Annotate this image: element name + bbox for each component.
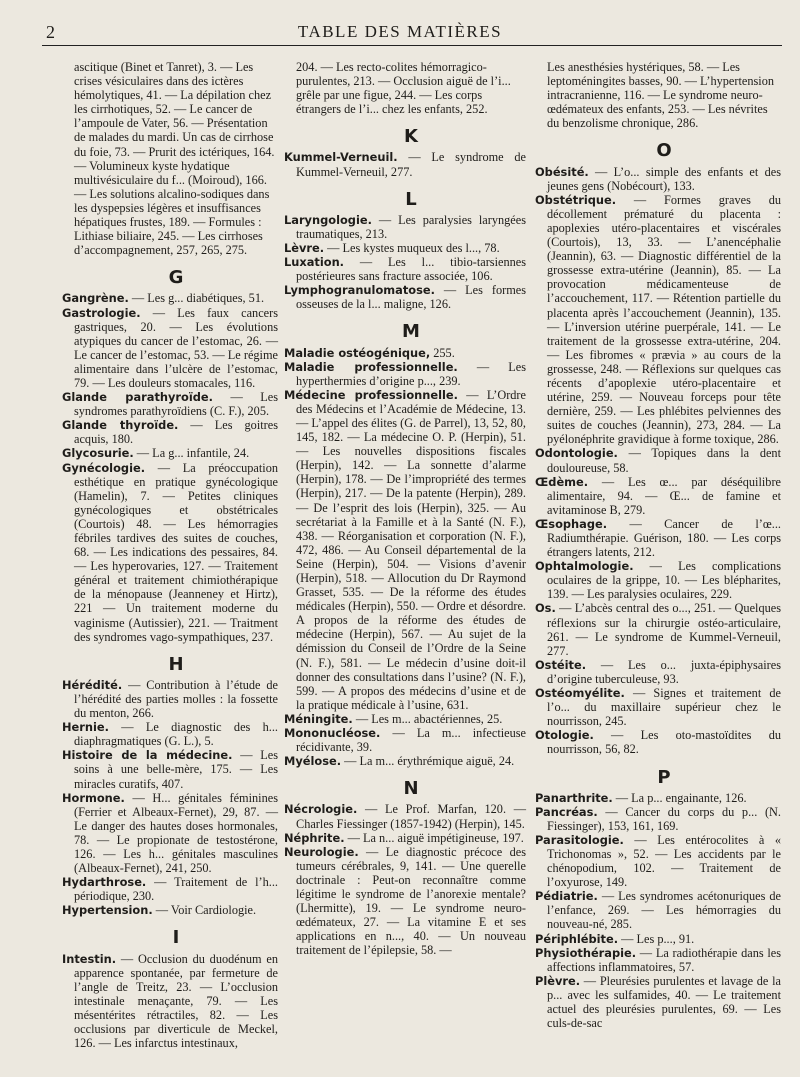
entry-text: — Les o... juxta-épiphysaires d’origine tuberculeuse, 93. xyxy=(547,657,781,686)
index-entry xyxy=(284,388,526,712)
entry-text: — Topiques dans la dent douloureuse, 58. xyxy=(547,446,781,475)
entry-text: — Le syndrome de Kummel-Verneuil, 277. xyxy=(296,150,526,179)
entry-text: — Les m... abactériennes, 25. xyxy=(352,711,503,726)
index-column-2 xyxy=(284,60,526,957)
entry-heading: Néphrite. xyxy=(284,830,345,845)
entry-text: — Les entérocolites à « Trichonomas », 52. — Les accidents par le chénopodium, 102. — Traitement de l’oxyurose, 149. xyxy=(547,832,781,890)
entry-heading: Ophtalmologie. xyxy=(535,559,634,574)
section-letter: I xyxy=(172,927,180,949)
entry-text: — Le Prof. Marfan, 120. — Charles Fiessinger (1857-1942) (Herpin), 145. xyxy=(296,802,526,831)
index-entry xyxy=(535,805,781,833)
index-entry xyxy=(535,517,781,559)
entry-text: ascitique (Binet et Tanret), 3. — Les crises vésiculaires dans des ictères hémolytiques, 41. — La dépilation chez les cirrhotiques, 52. — Le cancer de l’ampoule de Vater, 56. — Présentation de malades du mardi. Un cas de cirrhose du foie, 73. — Prurit des ictériques, 164. — Volumineux kyste hydatique multivésiculaire du f... (Moiroud), 166. — Les solutions alcalino-sodiques dans les dyspepsies légères et insuffisances hépatiques frustes, 189. — Formules : Lithiase biliaire, 245. — Les cirrhoses d’accompagnement, 257, 265, 275. xyxy=(74,60,275,258)
index-entry xyxy=(284,283,526,311)
index-entry xyxy=(62,291,278,305)
entry-text: — Les goitres acquis, 180. xyxy=(74,418,278,447)
entry-heading: Odontologie. xyxy=(535,446,618,461)
index-entry xyxy=(284,346,526,360)
entry-text: Les anesthésies hystériques, 58. — Les leptoméningites basses, 90. — L’hypertension intracranienne, 116. — Le syndrome neuro-œdémateux des enfants, 253. — Les névrites du benzolisme chronique, 286. xyxy=(547,60,775,131)
index-entry xyxy=(62,903,278,917)
entry-text: 255. xyxy=(430,345,455,360)
entry-text: — Contribution à l’étude de l’hérédité des parties molles : la fossette du menton, 266. xyxy=(74,677,278,721)
entry-heading: Parasitologie. xyxy=(535,832,624,847)
entry-text: — La g... infantile, 24. xyxy=(133,446,250,461)
entry-text: — Les complications oculaires de la grippe, 10. — Les blépharites, 139. — Les paralysies oculaires, 229. xyxy=(547,559,781,602)
entry-text: — Les soins à une belle-mère, 175. — Les miracles curatifs, 407. xyxy=(74,748,278,791)
entry-text: — Formes graves du décollement prématuré du placenta : apoplexies utéro-placentaires et viscérales (Courtois), 13, 33. — L’anencéphalie (Jeannin), 63. — Diagnostic différentiel de la grossesse extra-utérine (Jeannin), 85. — La provocation médicamenteuse de l’accouchement, 117. — Rétention partielle du placenta après l’accouchement (Jeannin), 135. — L’inversion utérine puerpérale, 141. — Le traitement de la grossesse extra-utérine, 204. — Les fibromes « prævia » au cours de la grossesse, 248. — Réflexions sur quelques cas récents d’apoplexie utéro-placentaire et utérine, 259. — Nouveau forceps pour tête dernière, 259. — Les phlébites pelviennes des suites de couches (Jeannin), 273, 284. — La pyélonéphrite gravidique à forme toxique, 286. xyxy=(547,192,781,447)
entry-text: 204. — Les recto-colites hémorragico-purulentes, 213. — Occlusion aiguë de l’i... grêle par une figue, 244. — Les corps étrangers de l’i... chez les enfants, 252. xyxy=(296,60,511,117)
entry-heading: Nécrologie. xyxy=(284,802,358,817)
entry-heading: Maladie ostéogénique, xyxy=(284,345,431,360)
entry-text: — Voir Cardiologie. xyxy=(152,903,257,918)
entry-heading: Histoire de la médecine. xyxy=(62,748,233,763)
entry-heading: Glycosurie. xyxy=(62,446,134,461)
index-entry xyxy=(62,720,278,748)
index-entry xyxy=(535,946,781,974)
entry-text: — Le diagnostic des h... diaphragmatiques (G. L.), 5. xyxy=(74,720,278,749)
entry-heading: Myélose. xyxy=(284,754,342,769)
entry-heading: Périphlébite. xyxy=(535,931,619,946)
entry-heading: Plèvre. xyxy=(535,973,581,988)
entry-text: — Les formes osseuses de la l... maligne, 126. xyxy=(296,283,526,312)
index-entry-continuation xyxy=(62,60,278,257)
index-entry xyxy=(535,833,781,889)
index-entry xyxy=(535,165,781,193)
index-entry xyxy=(62,678,278,720)
index-entry xyxy=(535,475,781,517)
index-entry xyxy=(284,255,526,283)
entry-heading: Os. xyxy=(535,601,556,616)
entry-heading: Méningite. xyxy=(284,711,353,726)
entry-heading: Hydarthrose. xyxy=(62,875,147,890)
entry-text: — Les oto-mastoïdites du nourrisson, 56, 82. xyxy=(547,728,781,757)
index-entry xyxy=(535,686,781,728)
entry-text: — Occlusion du duodénum en apparence spontanée, par fermeture de l’angle de Treitz, 23. — L’occlusion intestinale menaçante, 79. — Les mésentérites rétractiles, 82. — Les occlusions par diverticule de Meckel, 126. — Les infarctus intestinaux, xyxy=(74,951,278,1051)
section-letter: N xyxy=(403,778,419,800)
entry-text: — La m... infectieuse récidivante, 39. xyxy=(296,726,526,755)
index-entry xyxy=(62,446,278,460)
index-entry xyxy=(284,213,526,241)
entry-text: — L’abcès central des o..., 251. — Quelques réflexions sur la chirurgie ostéo-articulaire, 261. — Le syndrome de Kummel-Verneuil, 277. xyxy=(547,601,781,658)
entry-text: — Pleurésies purulentes et lavage de la p... avec les sulfamides, 40. — Le traitement actuel des pleurésies purulentes, 69. — Les culs-de-sac xyxy=(547,973,781,1031)
entry-text: — Les l... tibio-tarsiennes postérieures sans fracture associée, 106. xyxy=(296,255,526,284)
entry-heading: Hypertension. xyxy=(62,903,153,918)
entry-heading: Laryngologie. xyxy=(284,212,372,227)
entry-text: — H... génitales féminines (Ferrier et Albeaux-Fernet), 29, 87. — Le danger des hautes doses hormonales, 78. — Le propionate de testostérone, 126. — Les h... génitales masculines (Albeaux-Fernet), 241, 250. xyxy=(74,790,278,876)
index-entry xyxy=(62,418,278,446)
index-entry xyxy=(62,748,278,790)
entry-heading: Gastrologie. xyxy=(62,305,141,320)
index-entry xyxy=(284,845,526,958)
entry-text: — Les syndromes acétonuriques de l’enfance, 269. — Les hémorragies du nouveau-né, 285. xyxy=(547,889,781,932)
entry-heading: Hérédité. xyxy=(62,677,123,692)
entry-heading: Pédiatrie. xyxy=(535,889,598,904)
entry-heading: Hernie. xyxy=(62,720,109,735)
entry-text: — L’o... simple des enfants et des jeunes gens (Nobécourt), 133. xyxy=(547,164,781,193)
index-entry xyxy=(284,150,526,178)
running-head: TABLE DES MATIÈRES xyxy=(297,22,503,41)
index-entry xyxy=(535,446,781,474)
entry-heading: Lymphogranulomatose. xyxy=(284,283,435,298)
entry-text: — Signes et traitement de l’o... du maxillaire supérieur chez le nourrisson, 245. xyxy=(547,686,781,729)
index-entry xyxy=(535,601,781,657)
entry-heading: Otologie. xyxy=(535,728,594,743)
entry-text: — La m... érythrémique aiguë, 24. xyxy=(341,754,515,769)
page-number: 2 xyxy=(46,22,55,42)
entry-heading: Intestin. xyxy=(62,951,117,966)
entry-heading: Panarthrite. xyxy=(535,790,613,805)
index-entry xyxy=(62,461,278,644)
index-entry xyxy=(535,559,781,601)
entry-heading: Mononucléose. xyxy=(284,726,381,741)
entry-text: — La préoccupation esthétique en pratique gynécologique (Hamelin), 7. — Petites cliniques gynécologiques et obstétricales (Courtois) 48. — Les hémorragies fébriles tardives des suites de couches, 68. — Les indications des pessaires, 84. — Les hyperovaries, 127. — Traitement général et traitement chimiothérapique de la ménopause (Jeanneney et Hirtz), 221 — Un traitement moderne du vaginisme (Autissier), 221. — Traitment des syndromes vago-sympathiques, 237. xyxy=(74,460,278,644)
index-entry xyxy=(284,241,526,255)
entry-text: — Cancer de l’œ... Radiumthérapie. Guérison, 180. — Les corps étrangers latents, 212. xyxy=(547,516,781,560)
entry-heading: Glande parathyroïde. xyxy=(62,390,213,405)
entry-text: — Les œ... par déséquilibre alimentaire, 94. — Œ... de famine et avitaminose B, 279. xyxy=(547,474,781,517)
index-entry xyxy=(535,658,781,686)
entry-heading: Physiothérapie. xyxy=(535,945,637,960)
entry-heading: Ostéomyélite. xyxy=(535,686,625,701)
index-entry xyxy=(284,712,526,726)
entry-text: — Les paralysies laryngées traumatiques, 213. xyxy=(296,212,526,241)
entry-heading: Médecine professionnelle. xyxy=(284,387,458,402)
entry-heading: Gangrène. xyxy=(62,291,129,306)
entry-text: — Cancer du corps du p... (N. Fiessinger), 153, 161, 169. xyxy=(547,804,781,833)
entry-heading: Hormone. xyxy=(62,790,125,805)
index-entry xyxy=(284,726,526,754)
section-letter: M xyxy=(402,321,420,343)
entry-text: — Traitement de l’h... périodique, 230. xyxy=(74,875,278,904)
index-entry xyxy=(62,791,278,876)
section-letter: P xyxy=(657,766,671,788)
section-letter: H xyxy=(168,653,184,675)
entry-text: — L’Ordre des Médecins et l’Académie de Médecine, 13. — L’appel des élites (G. de Parrel), 13, 52, 80, 145, 182. — La médecine O. P. (Herpin), 51. — Les nouvelles dispositions fiscales (Herpin), 142. — La sonnette d’alarme (Herpin), 178. — De l’impropriété des termes (Herpin), 217. — De la patente (Herpin), 289. — De l’esprit des lois (Herpin), 325. — Au secrétariat à la Famille et à la Santé (N. F.), 438. — Réorganisation et corporation (N. F.), 472, 486. — Au Conseil départemental de la Seine (Herpin), 504. — Visions d’avenir (Herpin), 518. — Allocution du Dr Raymond Grasset, 535. — De la réforme des études médicales (Herpin), 550. — Ordre et désordre. A propos de la réforme des études de médecine (Herpin), 567. — Au sujet de la démission du Conseil de l’Ordre de la Seine (N. F.), 581. — Le médecin d’usine doit-il donner des consultations dans l’usine? (N. F.), 599. — A propos des médecins d’usine et de la pratique médicale à l’usine, 631. xyxy=(296,387,526,712)
entry-text: — La n... aiguë impétigineuse, 197. xyxy=(344,830,524,845)
index-entry xyxy=(62,306,278,391)
entry-heading: Luxation. xyxy=(284,255,345,270)
entry-text: — La p... engainante, 126. xyxy=(612,790,747,805)
entry-text: — La radiothérapie dans les affections inflammatoires, 57. xyxy=(547,945,781,974)
entry-heading: Gynécologie. xyxy=(62,460,146,475)
index-entry xyxy=(535,974,781,1030)
index-entry-continuation xyxy=(535,60,781,130)
index-entry xyxy=(284,802,526,830)
entry-heading: Obésité. xyxy=(535,164,589,179)
index-entry xyxy=(284,360,526,388)
section-letter: K xyxy=(404,126,418,148)
entry-heading: Maladie professionnelle. xyxy=(284,359,458,374)
entry-heading: Ostéite. xyxy=(535,657,587,672)
index-entry xyxy=(62,390,278,418)
entry-text: — Le diagnostic précoce des tumeurs cérébrales, 9, 141. — Une querelle doctrinale : Peut-on reconnaître comme légitime le syndrome de l’anorexie mentale? (Lhermitte), 19. — Le syndrome neuro-œdémateux, 27. — La vitamine E et ses applications en n..., 40. — Un nouveau traitement de l’épilepsie, 58. — xyxy=(296,844,526,958)
entry-heading: Obstétrique. xyxy=(535,192,617,207)
entry-heading: Œdème. xyxy=(535,474,589,489)
entry-heading: Œsophage. xyxy=(535,516,608,531)
index-entry xyxy=(535,889,781,931)
index-entry xyxy=(284,754,526,768)
entry-heading: Lèvre. xyxy=(284,240,325,255)
index-entry xyxy=(535,728,781,756)
entry-text: — Les hyperthermies d’origine p..., 239. xyxy=(296,359,527,388)
index-entry xyxy=(62,952,278,1051)
entry-text: — Les faux cancers gastriques, 20. — Les évolutions atypiques du cancer de l’estomac, 26. — Le cancer de l’estomac, 53. — Le régime alimentaire dans l’ulcère de l’estomac, 79. — Les douleurs stomacales, 116. xyxy=(74,305,278,390)
entry-heading: Kummel-Verneuil. xyxy=(284,150,398,165)
entry-text: — Les g... diabétiques, 51. xyxy=(128,291,265,306)
index-entry-continuation xyxy=(284,60,526,116)
index-entry xyxy=(535,932,781,946)
entry-heading: Pancréas. xyxy=(535,804,598,819)
entry-text: — Les p..., 91. xyxy=(618,931,695,946)
entry-heading: Neurologie. xyxy=(284,844,359,859)
index-entry xyxy=(535,193,781,447)
entry-text: — Les kystes muqueux des l..., 78. xyxy=(324,240,500,255)
section-letter: G xyxy=(168,267,184,289)
section-letter: L xyxy=(405,188,417,210)
index-entry xyxy=(284,831,526,845)
index-entry xyxy=(535,791,781,805)
index-column-1 xyxy=(62,60,278,1050)
section-letter: O xyxy=(656,140,672,162)
entry-text: — Les syndromes parathyroïdiens (C. F.), 205. xyxy=(74,390,278,419)
entry-heading: Glande thyroïde. xyxy=(62,418,179,433)
index-column-3 xyxy=(535,60,781,1030)
index-entry xyxy=(62,875,278,903)
header-rule xyxy=(42,45,782,46)
